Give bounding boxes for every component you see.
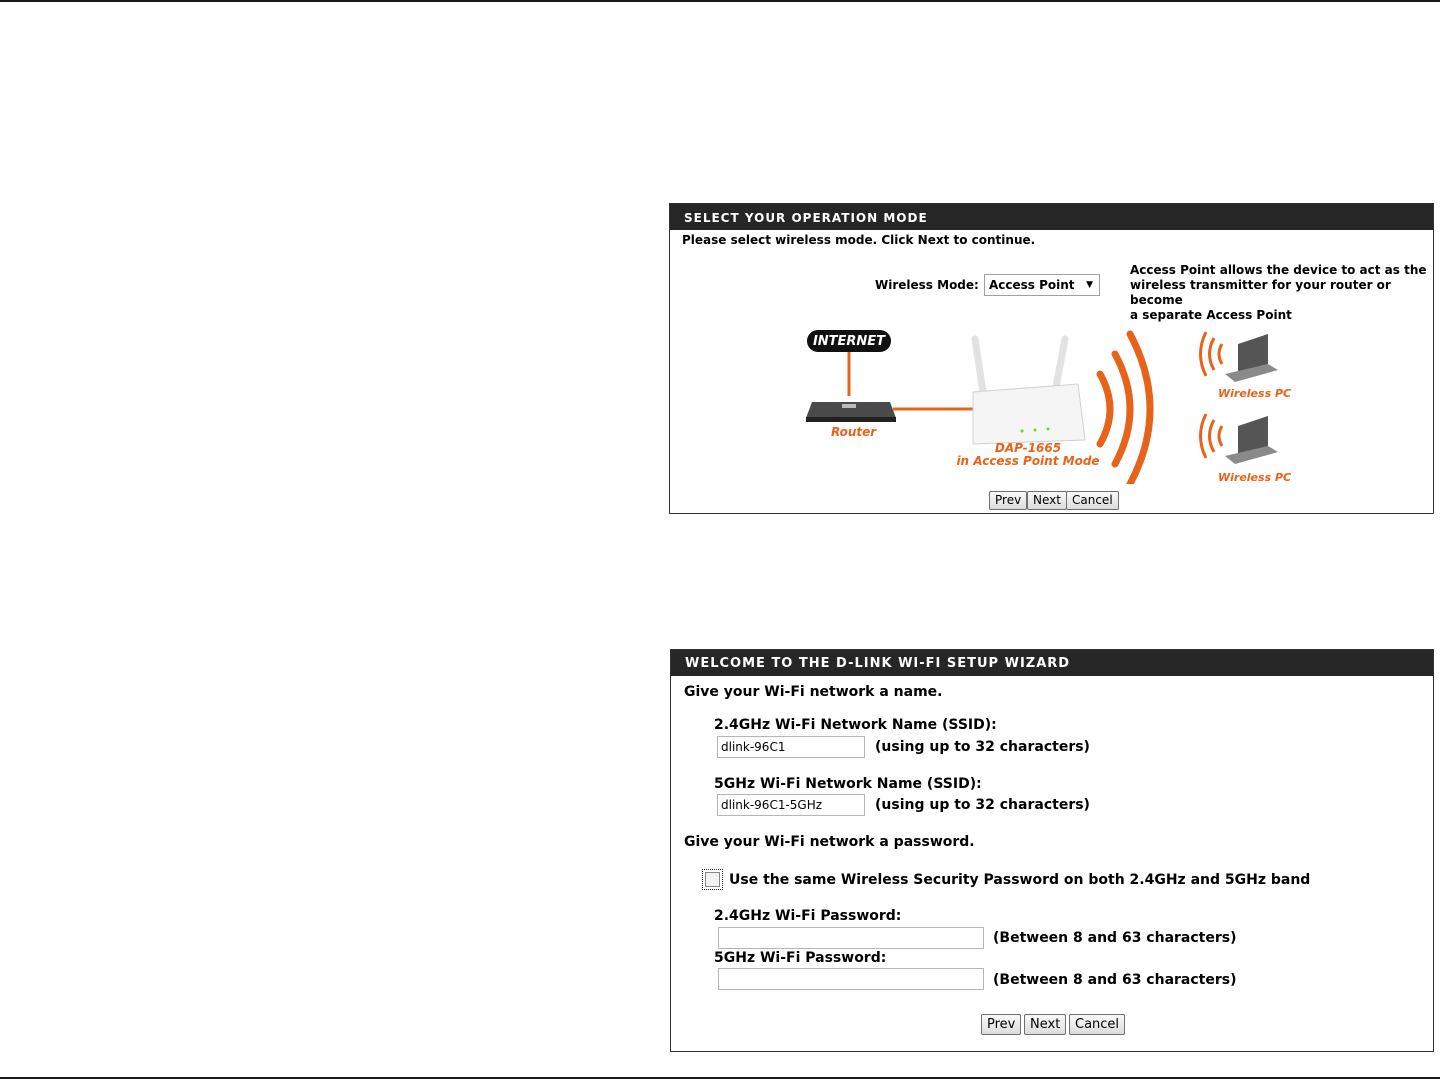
wireless-mode-select[interactable] bbox=[984, 274, 1100, 296]
chevron-down-icon: ▼ bbox=[1086, 280, 1093, 290]
wireless-pc-label: Wireless PC bbox=[1218, 387, 1292, 400]
ssid5-hint: (using up to 32 characters) bbox=[875, 797, 1090, 813]
password-heading: Give your Wi-Fi network a password. bbox=[684, 834, 975, 850]
router-icon bbox=[806, 402, 896, 422]
cancel-button[interactable]: Cancel bbox=[1066, 491, 1119, 510]
same-password-checkbox[interactable] bbox=[705, 872, 720, 887]
name-heading: Give your Wi-Fi network a name. bbox=[684, 684, 943, 700]
ssid5-input[interactable]: dlink-96C1-5GHz bbox=[717, 794, 865, 816]
prev-button[interactable]: Prev bbox=[989, 491, 1027, 510]
wireless-pc-icon bbox=[1201, 414, 1279, 464]
ssid5-label: 5GHz Wi-Fi Network Name (SSID): bbox=[714, 776, 982, 792]
prev-button[interactable]: Prev bbox=[981, 1014, 1021, 1035]
pass24-input[interactable] bbox=[718, 927, 984, 949]
next-button[interactable]: Next bbox=[1024, 1014, 1066, 1035]
ssid24-label: 2.4GHz Wi-Fi Network Name (SSID): bbox=[714, 717, 997, 733]
mode-description: Access Point allows the device to act as the wireless transmitter for your router or become a separate Access Point bbox=[1130, 263, 1427, 322]
access-point-icon bbox=[973, 339, 1085, 444]
router-label: Router bbox=[831, 425, 877, 439]
wireless-pc-label: Wireless PC bbox=[1218, 471, 1292, 484]
next-button[interactable]: Next bbox=[1027, 491, 1067, 510]
pass5-hint: (Between 8 and 63 characters) bbox=[993, 972, 1237, 988]
device-label: DAP-1665 in Access Point Mode bbox=[956, 441, 1100, 468]
ssid24-hint: (using up to 32 characters) bbox=[875, 739, 1090, 755]
instruction-text: Please select wireless mode. Click Next to continue. bbox=[682, 233, 1036, 247]
top-rule bbox=[0, 0, 1440, 2]
pass24-label: 2.4GHz Wi-Fi Password: bbox=[714, 908, 902, 924]
operation-mode-panel bbox=[669, 203, 1434, 514]
bottom-rule bbox=[0, 1077, 1440, 1079]
wireless-mode-value: Access Point bbox=[989, 278, 1075, 292]
ssid24-input[interactable]: dlink-96C1 bbox=[717, 736, 865, 758]
pass5-input[interactable] bbox=[718, 968, 984, 990]
same-password-label: Use the same Wireless Security Password on both 2.4GHz and 5GHz band bbox=[729, 872, 1311, 888]
wireless-pc-icon bbox=[1201, 332, 1279, 382]
internet-label: INTERNET bbox=[812, 334, 886, 349]
cancel-button[interactable]: Cancel bbox=[1069, 1014, 1125, 1035]
signal-waves-icon bbox=[1100, 334, 1150, 484]
wireless-mode-label: Wireless Mode: bbox=[875, 278, 979, 292]
pass24-hint: (Between 8 and 63 characters) bbox=[993, 930, 1237, 946]
panel-header: SELECT YOUR OPERATION MODE bbox=[670, 204, 1433, 230]
panel-header: WELCOME TO THE D-LINK WI-FI SETUP WIZARD bbox=[671, 650, 1433, 676]
wifi-wizard-panel bbox=[670, 649, 1434, 1052]
pass5-label: 5GHz Wi-Fi Password: bbox=[714, 950, 887, 966]
